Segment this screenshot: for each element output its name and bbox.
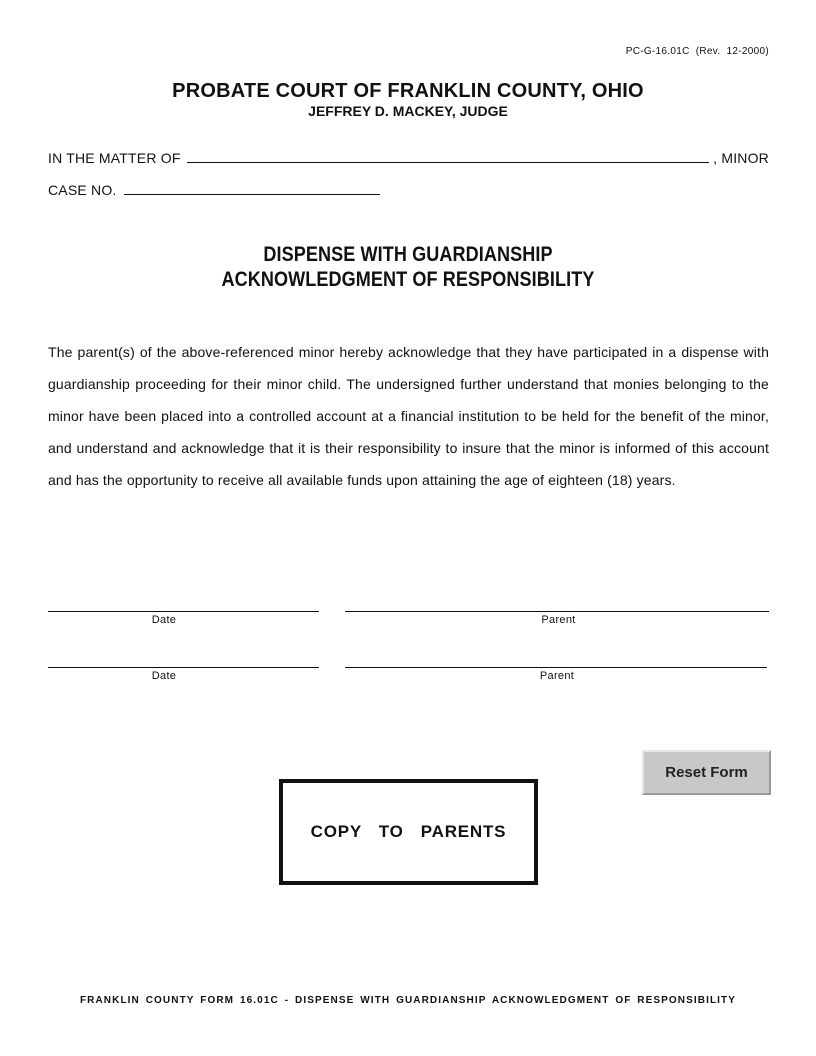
date-label-1: Date — [151, 614, 177, 626]
parent-label-1: Parent — [541, 614, 576, 626]
form-number: PC-G-16.01C (Rev. 12-2000) — [625, 46, 769, 57]
acknowledgment-paragraph: The parent(s) of the above-referenced minor hereby acknowledge that they have participated in a dispense with guardianship proceeding for their minor child. The undersigned further understand that monies belonging to the minor have been placed into a controlled account at a financial institution to be held for the benefit of the minor, and understand and acknowledge that it is their responsibility to insure that the minor is informed of this account and has the opportunity to receive all available funds upon attaining the age of eighteen (18) years. — [48, 344, 769, 488]
court-name: PROBATE COURT OF FRANKLIN COUNTY, OHIO — [172, 80, 644, 102]
date-field-2[interactable] — [48, 667, 319, 668]
matter-row — [48, 148, 769, 166]
case-number-field[interactable] — [124, 180, 380, 195]
reset-form-button[interactable]: Reset Form — [642, 750, 771, 795]
matter-name-field[interactable] — [187, 148, 710, 163]
case-number-label: CASE NO. — [48, 182, 117, 198]
copy-to-parents-box — [279, 779, 538, 885]
minor-suffix: , MINOR — [713, 150, 769, 166]
judge-name: JEFFREY D. MACKEY, JUDGE — [308, 103, 508, 119]
copy-to-parents-label: COPY TO PARENTS — [310, 822, 507, 841]
parent-label-2: Parent — [539, 670, 575, 682]
date-field-1[interactable] — [48, 611, 319, 612]
date-label-2: Date — [151, 670, 177, 682]
parent-signature-field-1[interactable] — [345, 611, 769, 612]
matter-label: IN THE MATTER OF — [48, 150, 181, 166]
parent-signature-field-2[interactable] — [345, 667, 767, 668]
form-footer: FRANKLIN COUNTY FORM 16.01C - DISPENSE WITH GUARDIANSHIP ACKNOWLEDGMENT OF RESPONSIBILITY — [79, 995, 737, 1006]
document-title-line2: ACKNOWLEDGMENT OF RESPONSIBILITY — [221, 268, 595, 291]
case-row — [48, 180, 380, 198]
document-title-line1: DISPENSE WITH GUARDIANSHIP — [263, 243, 553, 266]
